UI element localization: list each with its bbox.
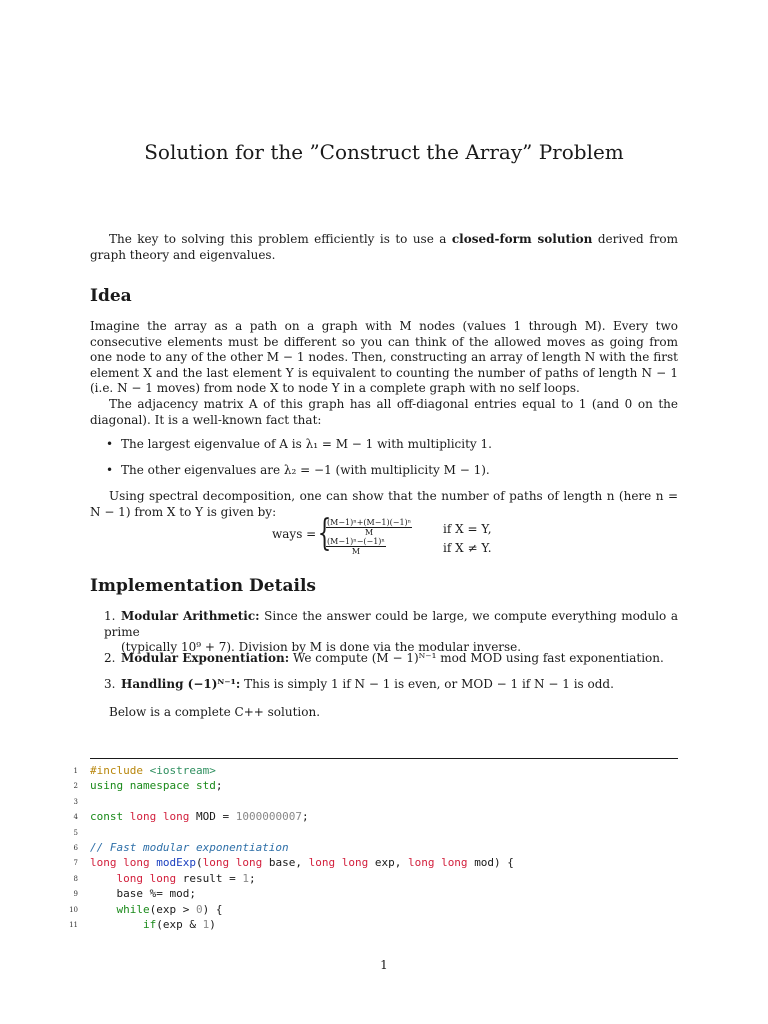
code-token: long long xyxy=(202,856,269,870)
code-token: if xyxy=(142,918,157,931)
code-text xyxy=(90,779,222,792)
code-token: std xyxy=(195,779,216,793)
code-line xyxy=(0,764,768,779)
line-number: 7 xyxy=(73,859,78,868)
code-token: const xyxy=(90,810,130,824)
section-heading-idea: Idea xyxy=(90,286,132,306)
code-line xyxy=(0,779,768,794)
formula-case2-numerator: (M−1)ⁿ−(−1)ⁿ xyxy=(327,537,385,546)
formula-case1-fraction xyxy=(326,518,412,537)
code-token: result = xyxy=(182,871,243,885)
intro-text-before: The key to solving this problem efficiently is to use a xyxy=(109,232,452,246)
line-number: 9 xyxy=(73,890,78,899)
code-token: MOD = xyxy=(195,810,236,824)
formula-case2-fraction xyxy=(326,537,386,556)
code-line xyxy=(0,856,768,871)
item-number: 1. xyxy=(104,609,116,623)
line-number: 1 xyxy=(73,767,78,775)
line-number: 4 xyxy=(73,813,78,822)
code-token: long long xyxy=(129,810,196,824)
code-line xyxy=(0,810,768,825)
formula-brace: { xyxy=(317,513,332,554)
code-text xyxy=(90,856,514,869)
code-text xyxy=(90,887,196,900)
code-token: #include xyxy=(90,764,150,777)
code-line xyxy=(0,903,768,918)
numbered-item xyxy=(104,651,678,667)
intro-text-after: derived from graph theory and eigenvalues. xyxy=(90,232,678,262)
code-token: modExp xyxy=(156,856,196,870)
item-number: 3. xyxy=(104,677,116,691)
idea-paragraph-2: The adjacency matrix A of this graph has all off-diagonal entries equal to 1 (and 0 on the diagonal). It is a well-known fact that: xyxy=(90,397,678,427)
bullet-text: The largest eigenvalue of A is λ₁ = M − 1 with multiplicity 1. xyxy=(121,437,492,451)
code-token: 1000000007 xyxy=(235,810,302,824)
code-token: (exp & xyxy=(156,918,203,931)
code-text xyxy=(90,841,289,854)
formula-lhs: ways = xyxy=(272,527,317,541)
closing-paragraph: Below is a complete C++ solution. xyxy=(109,705,321,719)
section-heading-implementation: Implementation Details xyxy=(90,576,316,596)
code-token: while xyxy=(116,902,150,916)
code-token xyxy=(90,903,117,916)
bullet-item xyxy=(106,437,492,451)
code-token: 1 xyxy=(202,918,210,931)
bullet-item xyxy=(106,463,490,477)
code-token: long long xyxy=(407,856,475,870)
page-number: 1 xyxy=(380,958,388,972)
bullet-text: The other eigenvalues are λ₂ = −1 (with multiplicity M − 1). xyxy=(121,463,490,477)
code-token: // Fast modular exponentiation xyxy=(90,841,289,854)
code-token: base, xyxy=(268,856,309,870)
code-token: using namespace xyxy=(90,779,196,793)
code-line xyxy=(0,887,768,902)
code-text xyxy=(90,918,216,931)
code-token: <iostream> xyxy=(149,764,216,777)
line-number: 10 xyxy=(69,905,78,914)
code-token xyxy=(90,918,143,931)
line-number: 11 xyxy=(69,921,78,929)
idea-paragraph-3: Using spectral decomposition, one can show that the number of paths of length n (here n = N − 1) from X to Y is given by: xyxy=(90,489,678,519)
item-number: 2. xyxy=(104,651,116,665)
code-line xyxy=(0,795,768,810)
item-text: We compute (M − 1)ᴺ⁻¹ mod MOD using fast exponentiation. xyxy=(289,651,664,665)
line-number: 6 xyxy=(73,844,78,852)
code-line xyxy=(0,841,768,856)
intro-paragraph xyxy=(90,232,678,263)
code-line xyxy=(0,826,768,841)
item-continuation: (typically 10⁹ + 7). Division by M is done via the modular inverse. xyxy=(121,640,522,654)
item-bold-label: Modular Arithmetic: xyxy=(121,609,260,623)
code-token: 0 xyxy=(195,902,203,916)
code-text xyxy=(90,903,222,916)
code-line xyxy=(0,918,768,933)
code-text xyxy=(90,764,216,777)
numbered-item xyxy=(104,609,678,656)
code-token: mod) { xyxy=(474,856,514,870)
code-token: base %= mod; xyxy=(90,887,196,901)
formula-case2-condition: if X ≠ Y. xyxy=(443,541,492,555)
code-text xyxy=(90,872,256,885)
code-token: long long xyxy=(308,856,375,870)
line-number: 2 xyxy=(73,782,78,791)
formula-case2-denominator: M xyxy=(351,547,361,556)
code-token: long long xyxy=(90,856,157,870)
page-title: Solution for the ”Construct the Array” Problem xyxy=(144,140,624,164)
bullet-dot-icon: • xyxy=(106,463,114,477)
code-token: 1 xyxy=(242,871,249,885)
line-number: 5 xyxy=(73,828,78,837)
item-text: Since the answer could be large, we compute everything modulo a prime xyxy=(104,609,678,639)
numbered-item xyxy=(104,677,678,693)
code-token: ( xyxy=(195,856,203,870)
idea-paragraph-1: Imagine the array as a path on a graph with M nodes (values 1 through M). Every two consecutive elements must be different so you can think of the allowed moves as going from one node to any of the other M − 1 nodes. Then, constructing an array of length N with the first element X and the last element Y is equivalent to counting the number of paths of length N − 1 (i.e. N − 1 moves) from node X to node Y in a complete graph with no self loops. xyxy=(90,319,678,395)
item-bold-label: Handling (−1)ᴺ⁻¹: xyxy=(121,677,241,691)
item-text: This is simply 1 if N − 1 is even, or MOD − 1 if N − 1 is odd. xyxy=(240,677,614,691)
code-line xyxy=(0,872,768,887)
code-token: exp, xyxy=(374,856,408,870)
line-number: 8 xyxy=(73,874,78,883)
line-number: 3 xyxy=(73,797,78,806)
code-token: ) { xyxy=(202,902,223,916)
code-token: long long xyxy=(116,871,183,885)
item-bold-label: Modular Exponentiation: xyxy=(121,651,290,665)
bullet-dot-icon: • xyxy=(106,437,114,451)
formula-case1-condition: if X = Y, xyxy=(443,522,492,536)
code-token: ; xyxy=(301,810,309,824)
code-top-rule xyxy=(90,758,678,759)
code-token xyxy=(90,872,117,885)
formula-case1-numerator: (M−1)ⁿ+(M−1)(−1)ⁿ xyxy=(327,518,412,527)
code-token: ; xyxy=(248,871,256,885)
code-token: (exp > xyxy=(149,902,196,916)
code-token: ; xyxy=(215,779,223,793)
code-token: ) xyxy=(209,918,216,931)
code-text xyxy=(90,810,309,823)
intro-bold-term: closed-form solution xyxy=(451,232,593,246)
formula-case1-denominator: M xyxy=(364,528,374,537)
